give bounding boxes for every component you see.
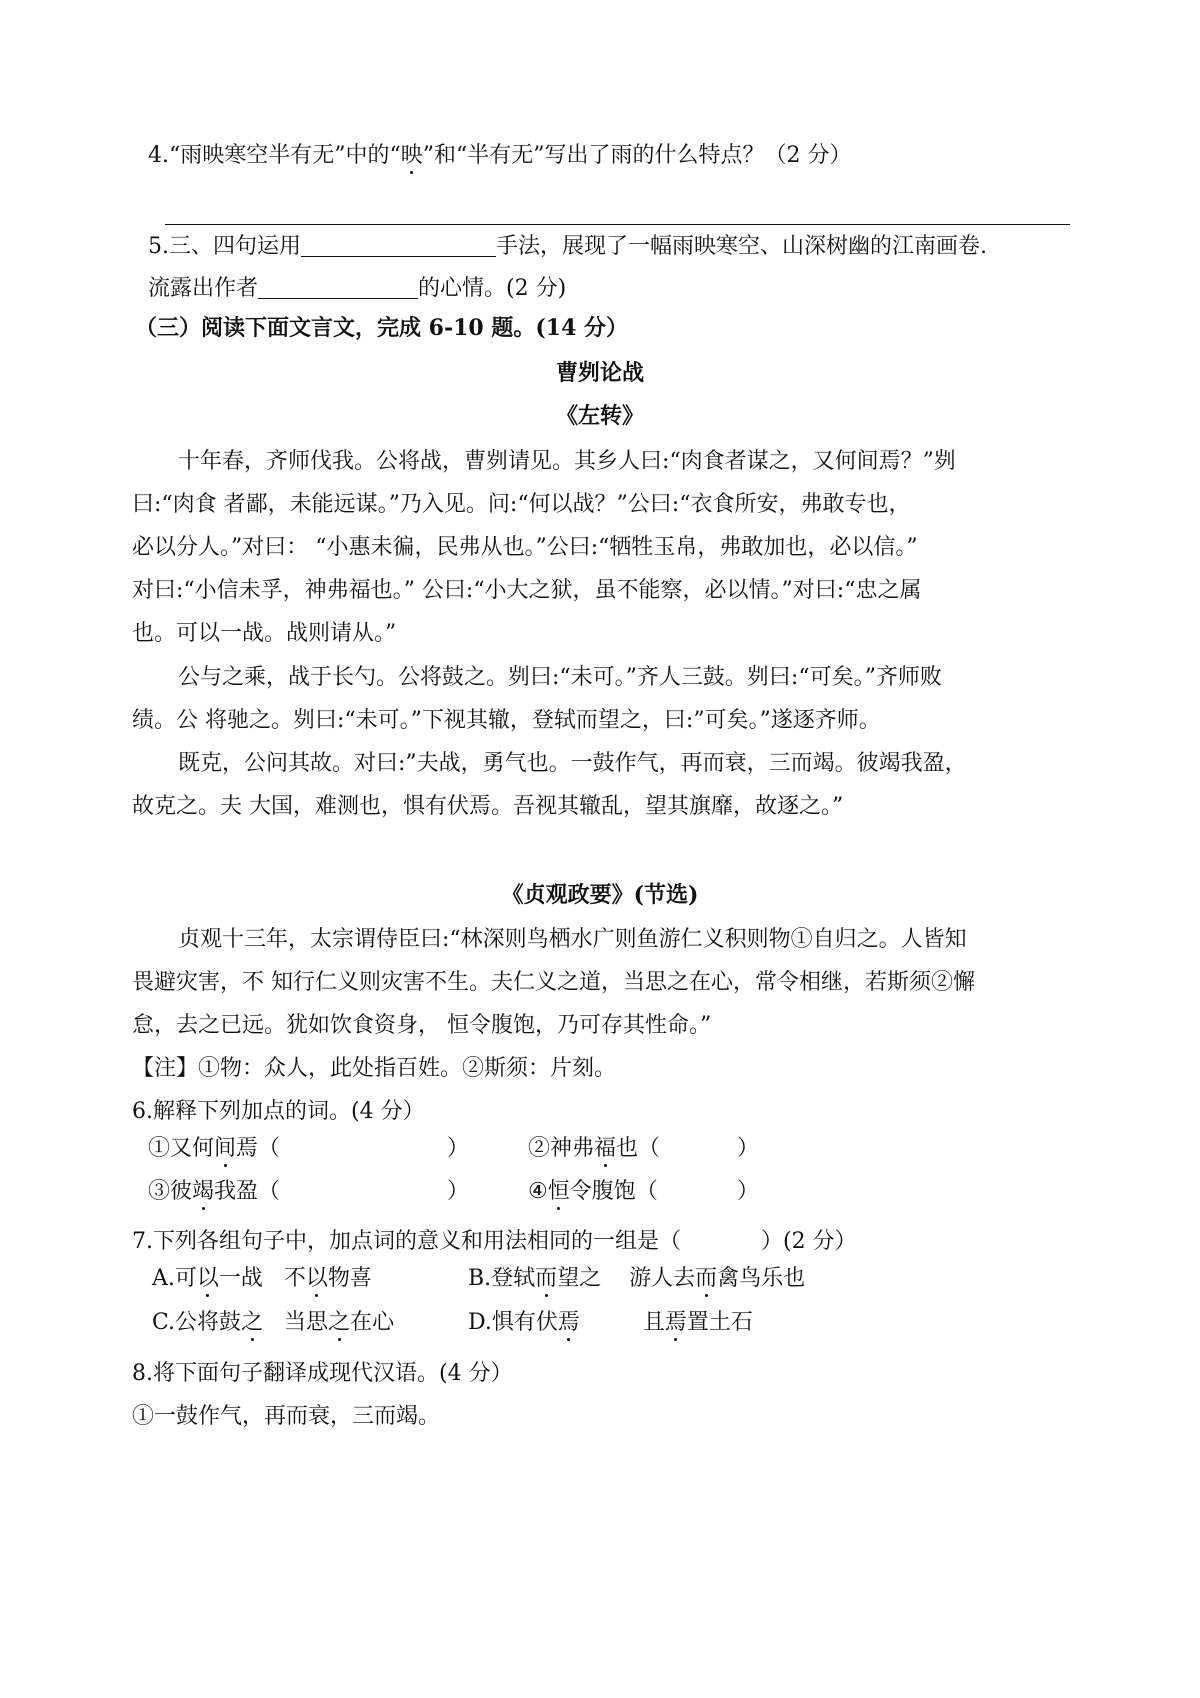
passage-1-source: 《左转》 [555, 403, 644, 429]
passage-2-line: 畏避灾害，不 知行仁义则灾害不生。夫仁义之道，当思之在心，常令相继，若斯须②懈 [132, 970, 975, 995]
q7-option-c[interactable]: C.公将鼓之 当思之在心 [152, 1310, 395, 1335]
q6-item-4: ④恒令腹饱（ [528, 1179, 658, 1204]
q7-option-a[interactable]: A.可以一战 不以物喜 [152, 1266, 372, 1291]
passage-2-title: 《贞观政要》(节选) [501, 882, 699, 908]
dotted-word: 福 [594, 1136, 617, 1161]
answer-blank-feeling[interactable] [258, 274, 418, 299]
q6-item-3: ③彼竭我盈（ [148, 1179, 281, 1204]
q6-item-4-close[interactable]: ） [737, 1179, 760, 1204]
passage-1-line: 公与之乘，战于长勺。公将鼓之。刿曰:“未可。”齐人三鼓。刿曰:“可矣。”齐师败 [178, 665, 942, 690]
dotted-word: 焉 [664, 1310, 687, 1335]
question-6-stem: 6.解释下列加点的词。(4 分） [132, 1099, 425, 1124]
passage-1-title: 曹刿论战 [555, 360, 644, 386]
dotted-word: 恒 [547, 1179, 570, 1204]
question-4: 4.“雨映寒空半有无”中的“映”和“半有无”写出了雨的什么特点？（2 分） [148, 143, 852, 168]
answer-line-q4[interactable] [165, 224, 1070, 225]
question-5-line2: 流露出作者 的心情。(2 分) [148, 276, 567, 301]
q6-item-1: ①又何间焉（ [148, 1136, 281, 1161]
question-7-stem: 7.下列各组句子中，加点词的意义和用法相同的一组是（ ）(2 分） [132, 1229, 857, 1254]
passage-2-line: 怠，去之已远。犹如饮食资身， 恒令腹饱，乃可存其性命。” [132, 1013, 712, 1038]
passage-1-line: 绩。公 将驰之。刿曰:“未可。”下视其辙，登轼而望之，曰:”可矣。”遂逐齐师。 [132, 708, 881, 733]
question-8-stem: 8.将下面句子翻译成现代汉语。(4 分） [132, 1361, 513, 1386]
passage-1-line: 故克之。夫 大国，难测也，惧有伏焉。吾视其辙乱，望其旗靡，故逐之。” [132, 794, 844, 819]
q6-item-2-close[interactable]: ） [737, 1136, 760, 1161]
dotted-word: 之 [328, 1310, 351, 1335]
q7-option-d[interactable]: D.惧有伏焉 且焉置土石 [468, 1310, 753, 1335]
q6-item-2: ②神弗福也（ [528, 1136, 661, 1161]
q7-option-b[interactable]: B.登轼而望之 游人去而禽鸟乐也 [468, 1266, 806, 1291]
passage-1-line: 十年春，齐师伐我。公将战，曹刿请见。其乡人曰:“肉食者谋之，又何间焉？”刿 [178, 449, 956, 474]
q6-item-1-close[interactable]: ） [447, 1136, 470, 1161]
passage-1-line: 必以分人。”对曰： “小惠未徧，民弗从也。”公曰:“牺牲玉帛，弗敢加也，必以信。” [132, 535, 918, 560]
dotted-word: 间 [214, 1136, 237, 1161]
dotted-word: 竭 [192, 1179, 215, 1204]
passage-1-line: 曰:“肉食 者鄙，未能远谋。”乃入见。问:“何以战？”公曰:“衣食所安，弗敢专也， [132, 492, 911, 517]
dotted-word: 以 [305, 1266, 328, 1291]
dotted-word: 以 [196, 1266, 219, 1291]
passage-1-line: 既克，公问其故。对曰:”夫战，勇气也。一鼓作气，再而衰，三而竭。彼竭我盈， [178, 751, 967, 776]
question-8-item-1: ①一鼓作气，再而衰，三而竭。 [132, 1404, 441, 1429]
dotted-word: 而 [535, 1266, 558, 1291]
section-3-heading: （三）阅读下面文言文，完成 6-10 题。(14 分） [135, 315, 629, 341]
question-5-line1: 5.三、四句运用 手法，展现了一幅雨映寒空、山深树幽的江南画卷. [148, 234, 987, 259]
passage-2-line: 贞观十三年，太宗谓侍臣曰:“林深则鸟栖水广则鱼游仁义积则物①自归之。人皆知 [178, 927, 967, 952]
dotted-word: 映 [400, 143, 423, 168]
passage-2-note: 【注】①物：众人，此处指百姓。②斯须：片刻。 [132, 1056, 617, 1081]
passage-1-line: 对曰:“小信未孚，神弗福也。” 公曰:“小大之狱，虽不能察，必以情。”对曰:“忠之属 [132, 578, 922, 603]
answer-blank-technique[interactable] [301, 232, 496, 257]
dotted-word: 之 [241, 1310, 264, 1335]
q6-item-3-close[interactable]: ） [447, 1179, 470, 1204]
passage-1-line: 也。可以一战。战则请从。” [132, 621, 397, 646]
dotted-word: 焉 [557, 1310, 580, 1335]
dotted-word: 而 [695, 1266, 718, 1291]
